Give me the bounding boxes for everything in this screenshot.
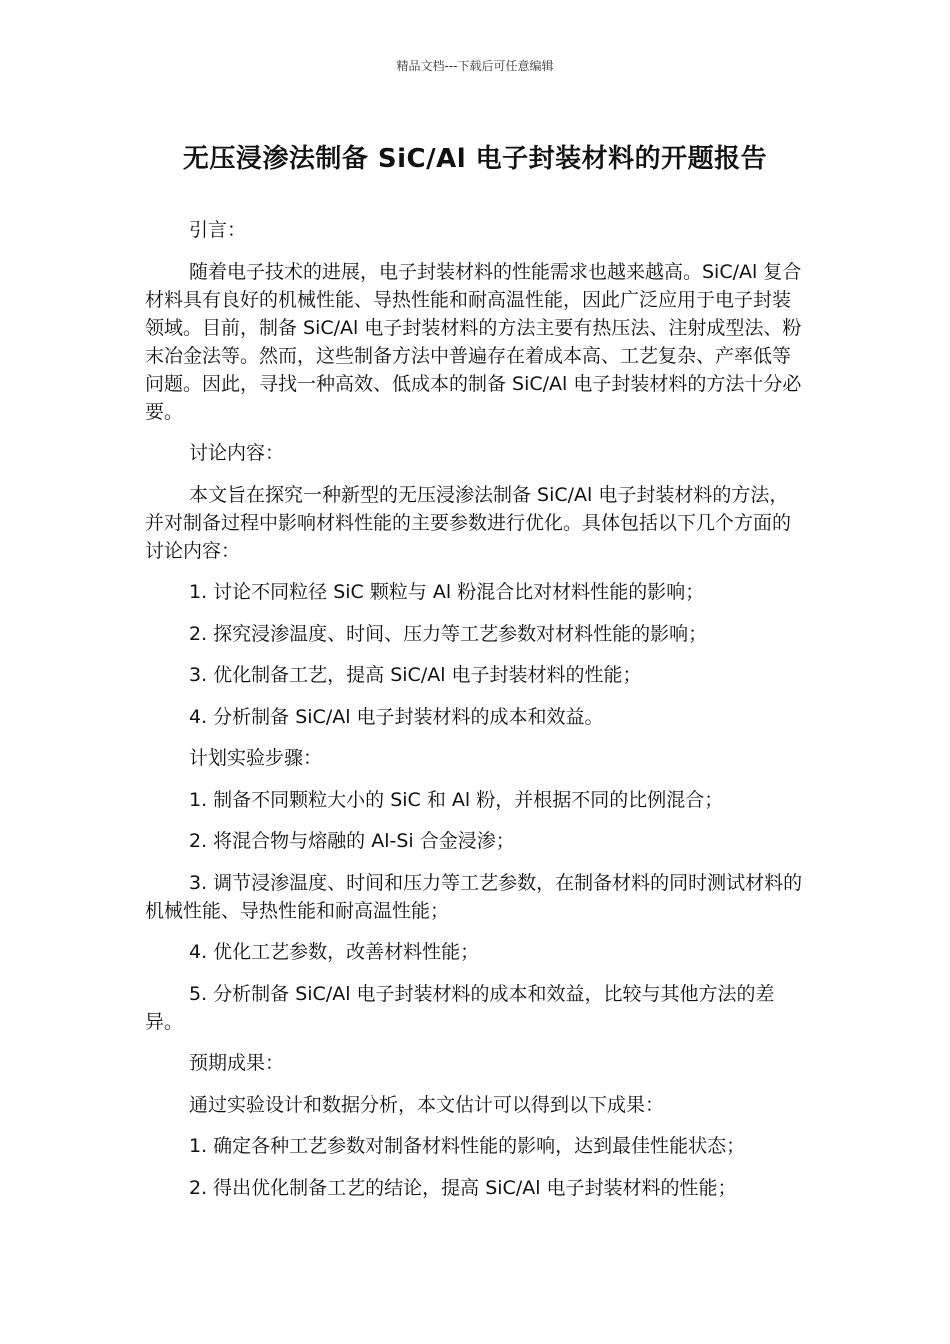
header-note: 精品文档---下载后可任意编辑 bbox=[396, 59, 554, 73]
step-item-5: 5. 分析制备 SiC/Al 电子封装材料的成本和效益，比较与其他方法的差异。 bbox=[145, 982, 775, 1033]
section-heading-discussion: 讨论内容： bbox=[189, 442, 285, 464]
step-item-3: 3. 调节浸渗温度、时间和压力等工艺参数，在制备材料的同时测试材料的机械性能、导热性能和耐高温性能； bbox=[145, 871, 803, 922]
discussion-item-3: 3. 优化制备工艺，提高 SiC/Al 电子封装材料的性能； bbox=[189, 664, 642, 686]
section-heading-intro: 引言： bbox=[189, 219, 247, 241]
discussion-item-4: 4. 分析制备 SiC/Al 电子封装材料的成本和效益。 bbox=[189, 705, 604, 728]
section-heading-outcomes: 预期成果： bbox=[189, 1052, 285, 1074]
document-body bbox=[145, 216, 807, 1215]
discussion-item-2: 2. 探究浸渗温度、时间、压力等工艺参数对材料性能的影响； bbox=[189, 622, 708, 645]
outcomes-paragraph: 通过实验设计和数据分析，本文估计可以得到以下成果： bbox=[189, 1093, 665, 1116]
section-heading-steps: 计划实验步骤： bbox=[189, 747, 323, 769]
discussion-paragraph: 本文旨在探究一种新型的无压浸渗法制备 SiC/Al 电子封装材料的方法，并对制备过程中影响材料性能的主要参数进行优化。具体包括以下几个方面的讨论内容： bbox=[145, 483, 792, 562]
outcome-item-2: 2. 得出优化制备工艺的结论，提高 SiC/Al 电子封装材料的性能； bbox=[189, 1176, 737, 1199]
intro-paragraph: 随着电子技术的进展，电子封装材料的性能需求也越来越高。SiC/Al 复合材料具有良好的机械性能、导热性能和耐高温性能，因此广泛应用于电子封装领域。目前，制备 SiC/Al 电子封装材料的方法主要有热压法、注射成型法、粉末冶金法等。然而，这些制备方法中普遍存在着成本高、工艺复杂、产率低等问题。因此，寻找一种高效、低成本的制备 SiC/Al 电子封装材料的方法十分必要。 bbox=[145, 260, 802, 423]
step-item-4: 4. 优化工艺参数，改善材料性能； bbox=[189, 941, 480, 963]
document-title: 无压浸渗法制备 SiC/Al 电子封装材料的开题报告 bbox=[182, 144, 768, 174]
step-item-2: 2. 将混合物与熔融的 Al-Si 合金浸渗； bbox=[189, 830, 515, 852]
step-item-1: 1. 制备不同颗粒大小的 SiC 和 Al 粉，并根据不同的比例混合； bbox=[189, 788, 724, 811]
outcome-item-1: 1. 确定各种工艺参数对制备材料性能的影响，达到最佳性能状态； bbox=[189, 1135, 746, 1157]
discussion-item-1: 1. 讨论不同粒径 SiC 颗粒与 Al 粉混合比对材料性能的影响； bbox=[189, 581, 705, 603]
